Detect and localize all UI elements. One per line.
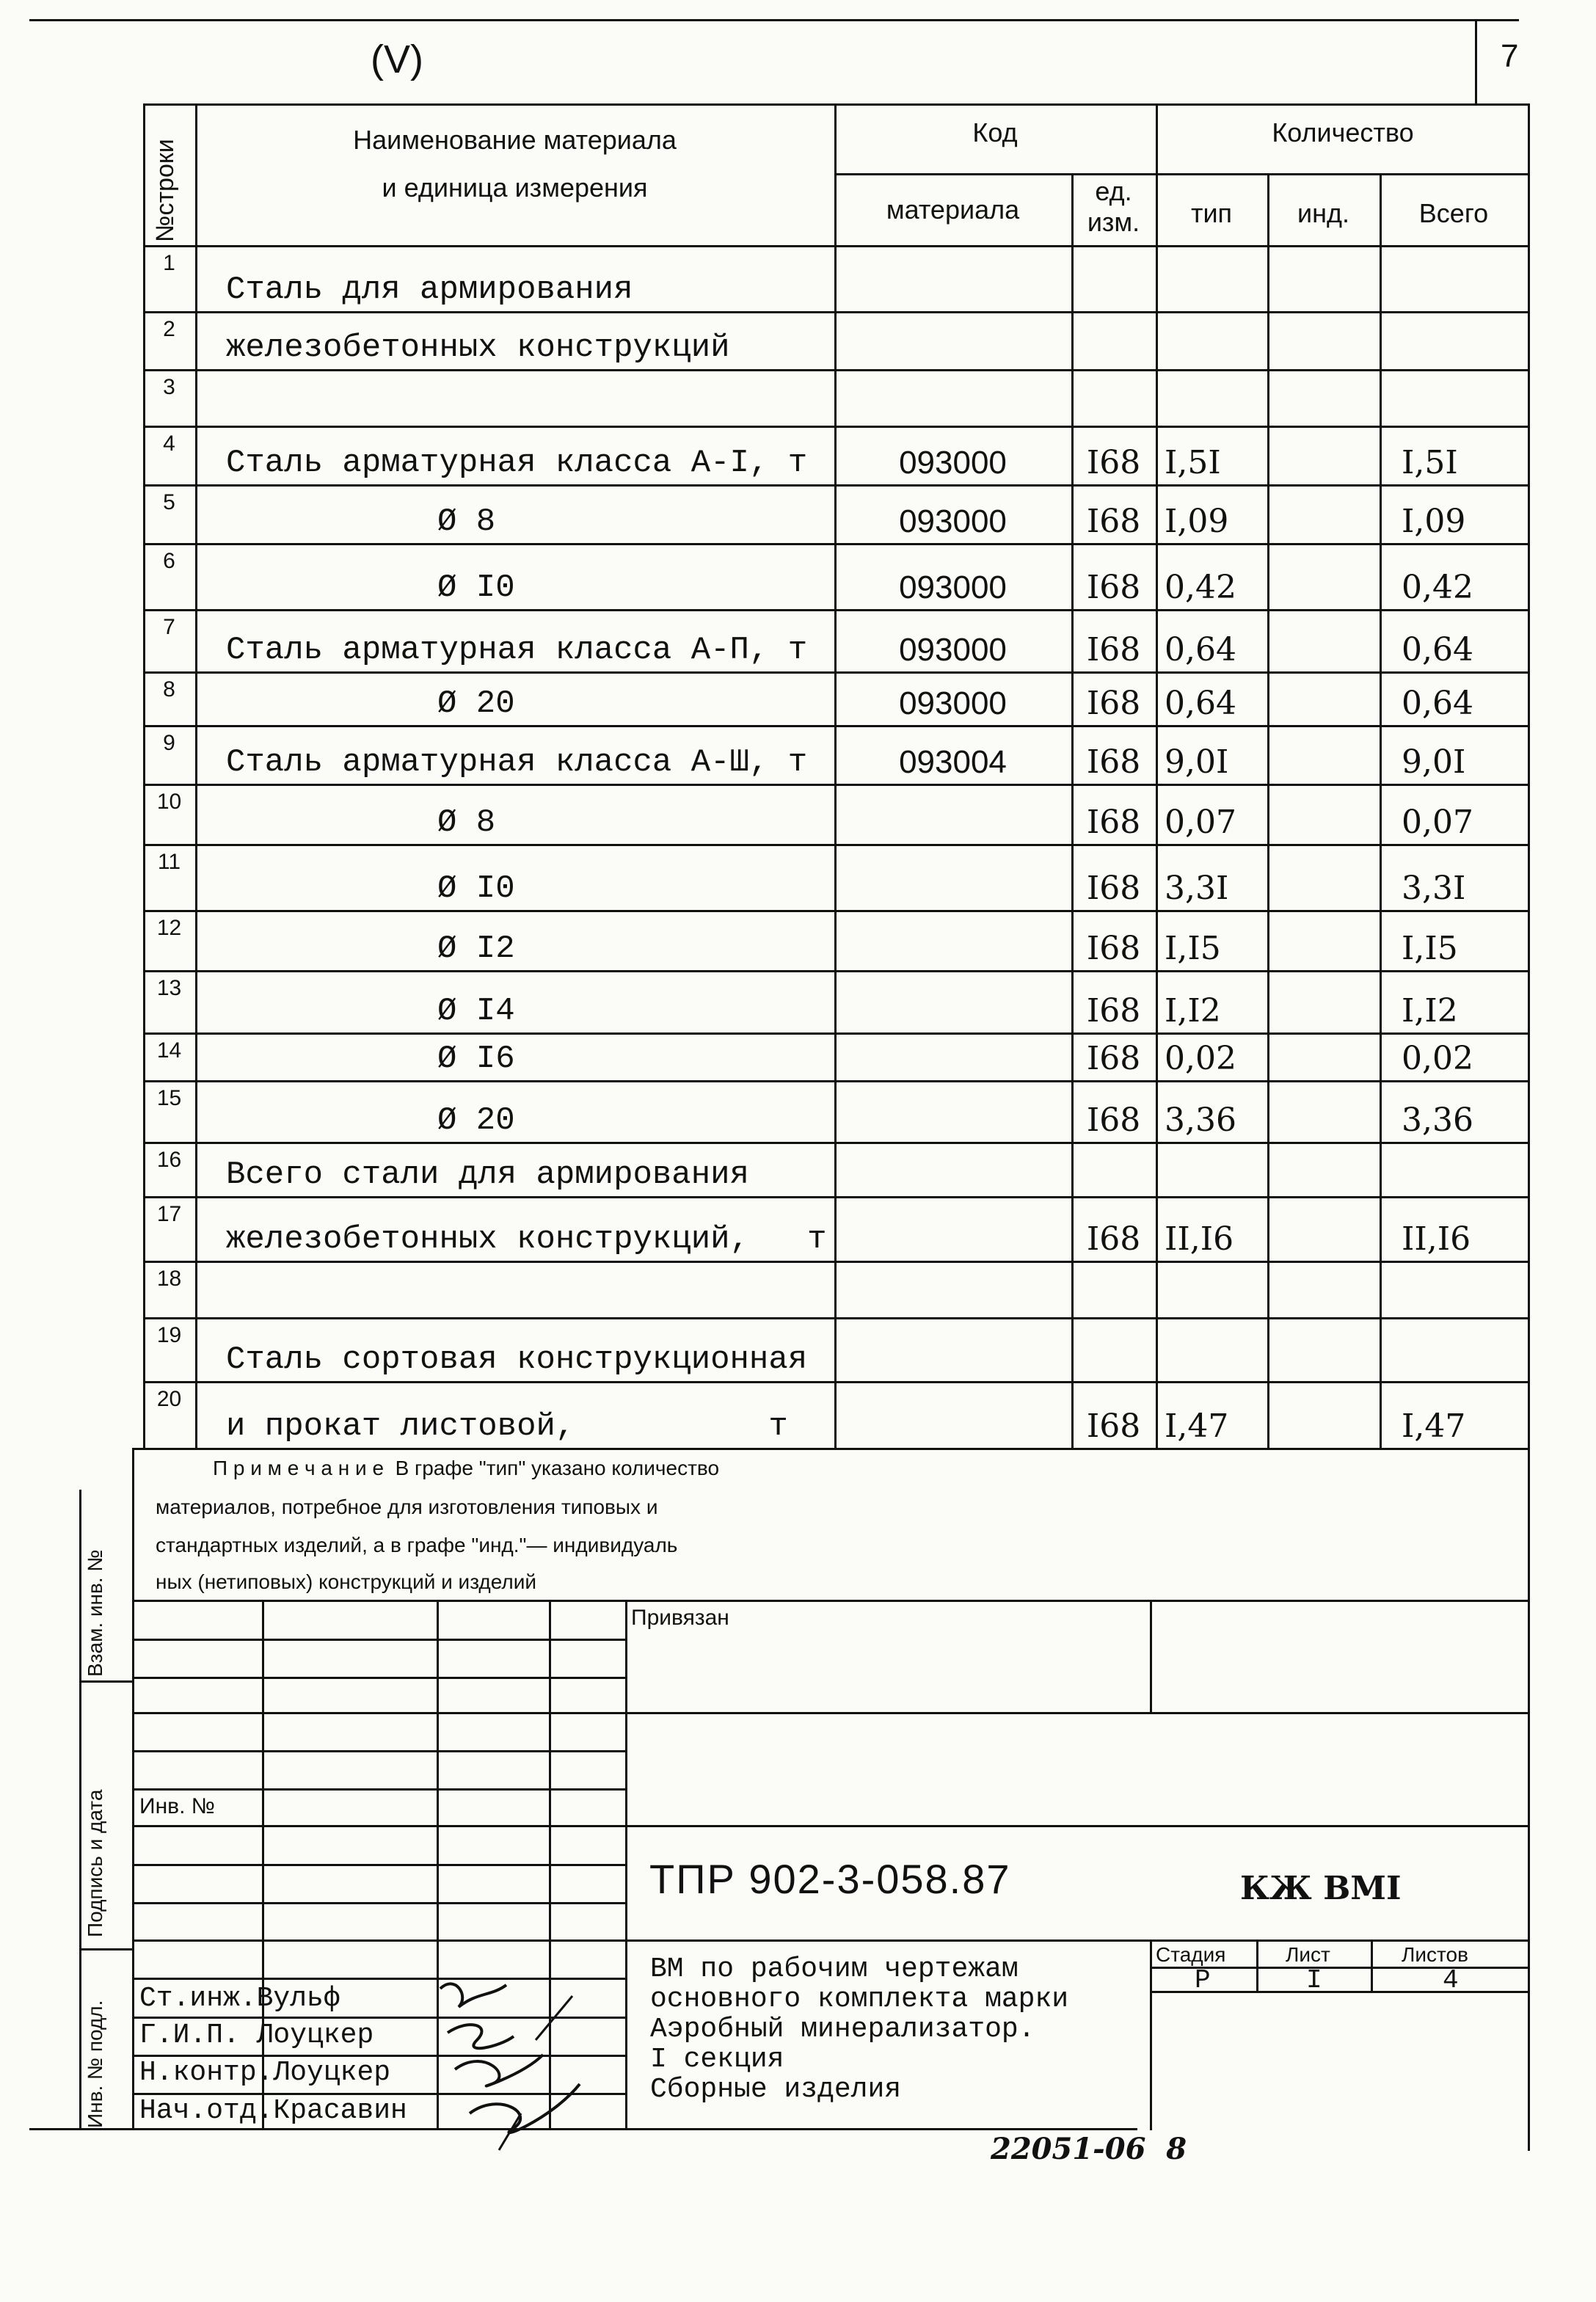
cell-name: железобетонных конструкций <box>226 329 730 366</box>
privyazan-label: Привязан <box>631 1606 729 1630</box>
stamp-left-rule-9 <box>132 1902 625 1904</box>
cell-ind <box>1267 1385 1380 1448</box>
cell-name: Ø I4 <box>437 993 515 1030</box>
sheet-value: I <box>1306 1965 1322 1995</box>
row-separator <box>143 725 1530 727</box>
cell-unit: I68 <box>1086 631 1141 669</box>
cell-code <box>834 848 1071 910</box>
cell-n: 19 <box>156 1323 182 1347</box>
header-subrule <box>834 173 1530 175</box>
cell-total: I,I5 <box>1402 930 1458 967</box>
cell-ind <box>1267 613 1380 671</box>
cell-type: I,5I <box>1165 444 1221 481</box>
cell-unit <box>1071 1322 1156 1381</box>
cell-code: 093000 <box>899 685 1007 721</box>
cell-unit: I68 <box>1086 804 1141 841</box>
variant-mark: (V) <box>371 37 423 81</box>
person-2: Г.И.П. Лоуцкер <box>139 2019 374 2051</box>
cell-ind <box>1267 489 1380 543</box>
cell-total: I,47 <box>1402 1407 1466 1445</box>
cell-type: 9,0I <box>1165 743 1229 781</box>
cell-total <box>1380 249 1528 311</box>
cell-n: 7 <box>163 615 175 639</box>
row-separator <box>143 426 1530 428</box>
row-separator <box>143 1196 1530 1198</box>
title-line-4: I секция <box>650 2044 784 2075</box>
cell-unit <box>1071 1265 1156 1317</box>
row-separator <box>143 671 1530 674</box>
stage-value: Р <box>1195 1965 1211 1995</box>
cell-total: 0,42 <box>1402 569 1473 606</box>
page-number: 7 <box>1501 38 1519 74</box>
title-line-1: ВМ по рабочим чертежам <box>650 1953 1019 1985</box>
footer-number: 22051-06 8 <box>991 2132 1187 2166</box>
row-separator <box>143 970 1530 972</box>
cell-n: 10 <box>156 790 182 814</box>
col-header-name-2: и единица измерения <box>382 172 648 203</box>
cell-name: Сталь арматурная класса А-Ш, т <box>226 744 808 781</box>
cell-code: 093000 <box>899 632 1007 668</box>
stamp-left-rule-10 <box>132 1939 1530 1942</box>
col-header-quantity: Количество <box>1272 117 1414 147</box>
cell-name <box>195 374 834 426</box>
side-strip-div-2 <box>79 1948 132 1950</box>
cell-name: Сталь арматурная класса А-I, т <box>226 445 808 481</box>
cell-n: 12 <box>156 916 182 940</box>
cell-type <box>1156 374 1267 426</box>
cell-name: Ø 8 <box>437 503 496 540</box>
cell-code <box>834 1322 1071 1381</box>
col-header-unit-1: ед. <box>1095 176 1132 206</box>
cell-total <box>1380 374 1528 426</box>
cell-n: 20 <box>156 1387 182 1411</box>
cell-ind <box>1267 848 1380 910</box>
cell-type: 0,07 <box>1165 804 1236 841</box>
person-4: Нач.отд.Красавин <box>139 2095 407 2127</box>
cell-name: и прокат листовой, т <box>226 1408 788 1445</box>
row-separator <box>143 369 1530 371</box>
row-separator <box>143 844 1530 846</box>
doc-code: ТПР 902-3-058.87 <box>649 1856 1011 1902</box>
col-header-total: Всего <box>1418 198 1489 228</box>
cell-n: 9 <box>163 731 175 755</box>
cell-name: Сталь для армирования <box>226 272 633 308</box>
stamp-left-rule-4 <box>132 1712 1530 1714</box>
cell-total <box>1380 1265 1528 1317</box>
cell-unit: I68 <box>1086 1101 1141 1139</box>
row-separator <box>143 1142 1530 1144</box>
cell-unit: I68 <box>1086 1220 1141 1258</box>
note-line-2: материалов, потребное для изготовления типовых и <box>156 1496 658 1518</box>
col-header-rownum: №строки <box>151 139 179 242</box>
cell-n: 15 <box>156 1086 182 1110</box>
cell-unit: I68 <box>1086 743 1141 781</box>
cell-type <box>1156 1322 1267 1381</box>
cell-code <box>834 1265 1071 1317</box>
cell-type <box>1156 316 1267 369</box>
cell-total: 0,64 <box>1402 685 1473 722</box>
cell-ind <box>1267 430 1380 484</box>
stage-label: Стадия <box>1156 1943 1226 1966</box>
note-top-rule <box>132 1448 1530 1450</box>
side-label-podpis: Подпись и дата <box>84 1789 106 1937</box>
cell-ind <box>1267 788 1380 844</box>
cell-code <box>834 316 1071 369</box>
cell-name: Ø 20 <box>437 1102 515 1139</box>
cell-name: Ø I6 <box>437 1041 515 1077</box>
cell-code <box>834 1201 1071 1261</box>
cell-code <box>834 1146 1071 1196</box>
cell-name: Всего стали для армирования <box>226 1157 749 1193</box>
cell-n: 5 <box>163 490 175 514</box>
cell-unit: I68 <box>1086 1407 1141 1445</box>
cell-type: I,47 <box>1165 1407 1229 1445</box>
cell-name: Ø I0 <box>437 870 515 907</box>
cell-ind <box>1267 1265 1380 1317</box>
cell-unit <box>1071 1146 1156 1196</box>
cell-code <box>834 1085 1071 1142</box>
title-line-3: Аэробный минерализатор. <box>650 2014 1035 2045</box>
col-header-material: материала <box>886 194 1020 225</box>
row-separator <box>143 1261 1530 1263</box>
cell-n: 3 <box>163 375 175 399</box>
cell-total: I,09 <box>1402 503 1466 540</box>
cell-total: 0,64 <box>1402 631 1473 669</box>
cell-total <box>1380 316 1528 369</box>
title-line-5: Сборные изделия <box>650 2074 902 2105</box>
cell-ind <box>1267 914 1380 970</box>
col-header-unit-2: изм. <box>1087 207 1140 237</box>
cell-ind <box>1267 316 1380 369</box>
cell-code: 093004 <box>899 744 1007 780</box>
col-header-code: Код <box>972 117 1018 147</box>
cell-n: 1 <box>163 251 175 275</box>
cell-type: 0,02 <box>1165 1040 1236 1077</box>
row-separator <box>143 1317 1530 1319</box>
inv-no-label: Инв. № <box>139 1794 215 1818</box>
cell-unit: I68 <box>1086 992 1141 1030</box>
table-right-rule <box>1528 103 1530 2151</box>
row-separator <box>143 1032 1530 1035</box>
note-line-3: стандартных изделий, а в графе "инд."— индивидуаль <box>156 1534 678 1556</box>
cell-unit: I68 <box>1086 1040 1141 1077</box>
cell-ind <box>1267 1146 1380 1196</box>
cell-total <box>1380 1322 1528 1381</box>
col-header-ind: инд. <box>1297 198 1349 228</box>
cell-type <box>1156 1265 1267 1317</box>
cell-type: 3,36 <box>1165 1101 1236 1139</box>
cell-n: 8 <box>163 677 175 702</box>
cell-ind <box>1267 729 1380 784</box>
stamp-left-rule-8 <box>132 1864 625 1866</box>
cell-name: Ø 20 <box>437 685 515 722</box>
cell-ind <box>1267 374 1380 426</box>
cell-ind <box>1267 1037 1380 1080</box>
cell-ind <box>1267 547 1380 609</box>
row-separator <box>143 609 1530 611</box>
signatures <box>426 1967 594 2157</box>
stamp-left-rule-6 <box>132 1788 625 1791</box>
header-bottom-rule <box>143 245 1530 247</box>
cell-name <box>195 1265 834 1317</box>
cell-total: 0,07 <box>1402 804 1473 841</box>
stamp-left-rule-2 <box>132 1639 625 1641</box>
stamp-left-rule-3 <box>132 1677 625 1679</box>
cell-ind <box>1267 1085 1380 1142</box>
cell-type: I,I2 <box>1165 992 1221 1030</box>
cell-type: I,I5 <box>1165 930 1221 967</box>
cell-ind <box>1267 1201 1380 1261</box>
cell-name: Сталь арматурная класса А-П, т <box>226 632 808 669</box>
top-rule <box>29 19 1519 21</box>
cell-unit: I68 <box>1086 503 1141 540</box>
cell-n: 11 <box>157 850 181 874</box>
cell-unit: I68 <box>1086 569 1141 606</box>
cell-total: 3,36 <box>1402 1101 1473 1139</box>
cell-code <box>834 975 1071 1032</box>
cell-code: 093000 <box>899 445 1007 481</box>
cell-name: железобетонных конструкций, т <box>226 1221 827 1258</box>
row-separator <box>143 311 1530 313</box>
cell-unit: I68 <box>1086 870 1141 907</box>
cell-name: Ø 8 <box>437 804 496 841</box>
cell-code <box>834 914 1071 970</box>
cell-type: 0,42 <box>1165 569 1236 606</box>
cell-code <box>834 1037 1071 1080</box>
cell-n: 13 <box>156 976 182 1000</box>
stamp-col-4 <box>625 1600 627 2130</box>
cell-ind <box>1267 676 1380 725</box>
cell-n: 18 <box>156 1267 182 1291</box>
cell-unit: I68 <box>1086 685 1141 722</box>
cell-code: 093000 <box>899 503 1007 539</box>
cell-unit: I68 <box>1086 930 1141 967</box>
person-1: Ст.инж.Вульф <box>139 1983 340 2014</box>
cell-n: 14 <box>156 1038 182 1063</box>
cell-unit <box>1071 374 1156 426</box>
cell-type: 3,3I <box>1165 870 1229 907</box>
stamp-rule-1 <box>132 1600 1530 1602</box>
cell-total: I,5I <box>1402 444 1458 481</box>
cell-code <box>834 374 1071 426</box>
stamp-col-7 <box>1256 1939 1258 1991</box>
cell-n: 16 <box>156 1148 182 1172</box>
cell-n: 2 <box>163 317 175 341</box>
doc-mark: КЖ ВМI <box>1240 1870 1402 1907</box>
cell-name: Ø I2 <box>437 930 515 967</box>
cell-ind <box>1267 1322 1380 1381</box>
cell-ind <box>1267 975 1380 1032</box>
stamp-col-8 <box>1371 1939 1373 1991</box>
table-top-rule <box>143 103 1530 106</box>
col-header-name-1: Наименование материала <box>353 125 677 155</box>
cell-type <box>1156 249 1267 311</box>
cell-type: 0,64 <box>1165 631 1236 669</box>
cell-type: I,09 <box>1165 503 1229 540</box>
row-separator <box>143 1381 1530 1383</box>
cell-total <box>1380 1146 1528 1196</box>
cell-total: 0,02 <box>1402 1040 1473 1077</box>
note-line-1: П р и м е ч а н и е В графе "тип" указано количество <box>213 1457 720 1479</box>
sheets-label: Листов <box>1402 1943 1468 1966</box>
cell-code <box>834 249 1071 311</box>
page-box-left <box>1475 19 1477 106</box>
side-strip-left <box>79 1490 81 2130</box>
cell-total: 9,0I <box>1402 743 1466 781</box>
cell-total: 3,3I <box>1402 870 1466 907</box>
cell-type: II,I6 <box>1165 1220 1234 1258</box>
side-label-vzam: Взам. инв. № <box>84 1549 106 1677</box>
cell-code: 093000 <box>899 569 1007 605</box>
stamp-col-5 <box>1150 1600 1152 1712</box>
row-separator <box>143 910 1530 912</box>
cell-n: 17 <box>156 1202 182 1226</box>
cell-type <box>1156 1146 1267 1196</box>
side-label-inv-podl: Инв. № подл. <box>84 2000 106 2128</box>
title-line-2: основного комплекта марки <box>650 1984 1069 2015</box>
cell-code <box>834 1385 1071 1448</box>
person-3: Н.контр.Лоуцкер <box>139 2057 391 2088</box>
sheets-value: 4 <box>1443 1965 1459 1995</box>
cell-ind <box>1267 249 1380 311</box>
row-separator <box>143 1080 1530 1082</box>
row-separator <box>143 784 1530 786</box>
cell-n: 4 <box>163 431 175 456</box>
cell-unit <box>1071 316 1156 369</box>
sheet-label: Лист <box>1286 1943 1330 1966</box>
cell-code <box>834 788 1071 844</box>
row-separator <box>143 484 1530 487</box>
stamp-left-rule-5 <box>132 1750 625 1752</box>
stamp-left-rule-7 <box>132 1825 1530 1827</box>
cell-total: I,I2 <box>1402 992 1458 1030</box>
cell-unit: I68 <box>1086 444 1141 481</box>
row-separator <box>143 543 1530 545</box>
cell-total: II,I6 <box>1402 1220 1471 1258</box>
note-line-4: ных (нетиповых) конструкций и изделий <box>156 1570 537 1593</box>
col-header-type: тип <box>1190 198 1233 228</box>
cell-name: Сталь сортовая конструкционная <box>226 1341 808 1378</box>
cell-name: Ø I0 <box>437 569 515 606</box>
cell-n: 6 <box>163 549 175 573</box>
side-strip-div-1 <box>79 1680 132 1683</box>
cell-unit <box>1071 249 1156 311</box>
cell-type: 0,64 <box>1165 685 1236 722</box>
